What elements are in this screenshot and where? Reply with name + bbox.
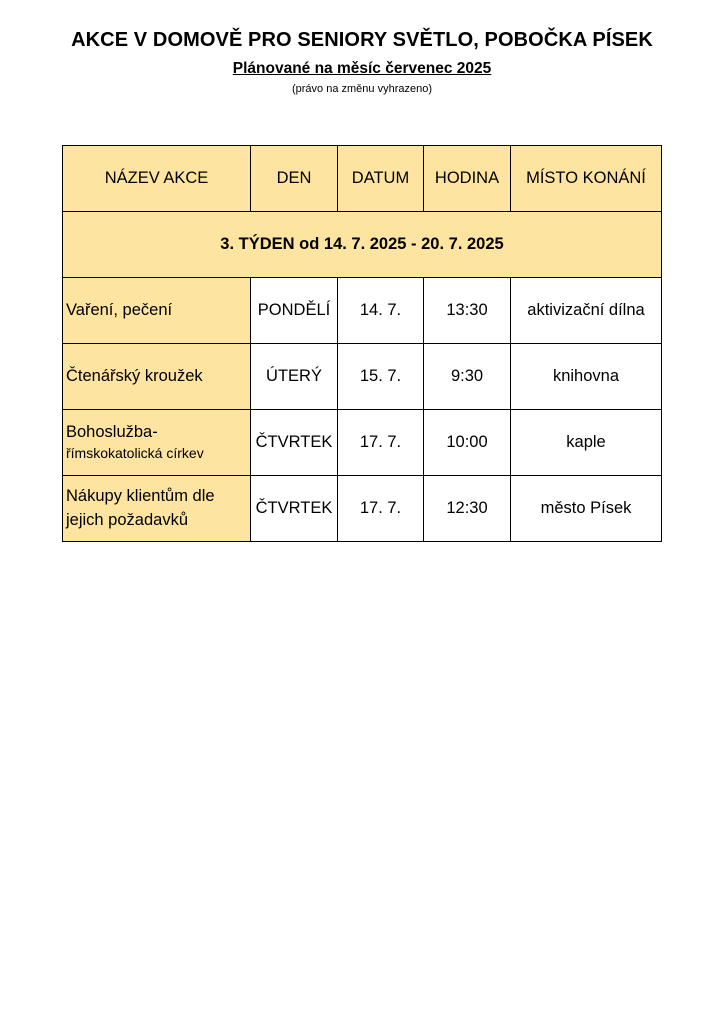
page-title: AKCE V DOMOVĚ PRO SENIORY SVĚTLO, POBOČKA PÍSEK	[71, 29, 653, 51]
change-note: (právo na změnu vyhrazeno)	[291, 83, 432, 95]
event-place: knihovna	[511, 344, 662, 410]
event-day: ÚTERÝ	[251, 344, 338, 410]
event-time: 13:30	[424, 278, 511, 344]
event-time: 9:30	[424, 344, 511, 410]
event-day: ČTVRTEK	[251, 476, 338, 542]
event-name: Vaření, pečení	[66, 300, 173, 319]
event-time: 12:30	[424, 476, 511, 542]
column-header-place: MÍSTO KONÁNÍ	[511, 146, 662, 212]
event-day: ČTVRTEK	[251, 410, 338, 476]
column-header-day: DEN	[251, 146, 338, 212]
event-name: Čtenářský kroužek	[66, 366, 203, 385]
event-name-line-2: jejich požadavků	[66, 510, 188, 529]
table-row	[63, 344, 662, 410]
event-name-cell	[63, 278, 251, 344]
column-header-time: HODINA	[424, 146, 511, 212]
event-date: 14. 7.	[338, 278, 424, 344]
event-name-line-1: Bohoslužba-	[66, 423, 158, 442]
event-place: kaple	[511, 410, 662, 476]
column-header-date: DATUM	[338, 146, 424, 212]
event-date: 17. 7.	[338, 476, 424, 542]
column-header-name: NÁZEV AKCE	[63, 146, 251, 212]
event-date: 17. 7.	[338, 410, 424, 476]
event-name-line-1: Nákupy klientům dle	[66, 487, 215, 506]
table-row	[63, 278, 662, 344]
table-row	[63, 476, 662, 542]
page-subtitle: Plánované na měsíc červenec 2025	[232, 60, 492, 77]
week-row	[63, 212, 662, 278]
event-name-cell	[63, 410, 251, 476]
schedule-table	[62, 145, 662, 542]
event-name-cell	[63, 344, 251, 410]
event-name-line-2: římskokatolická církev	[66, 445, 204, 462]
event-date: 15. 7.	[338, 344, 424, 410]
event-place: aktivizační dílna	[511, 278, 662, 344]
event-name-cell	[63, 476, 251, 542]
week-label: 3. TÝDEN od 14. 7. 2025 - 20. 7. 2025	[63, 212, 662, 278]
event-place: město Písek	[511, 476, 662, 542]
event-day: PONDĚLÍ	[251, 278, 338, 344]
table-row	[63, 410, 662, 476]
event-time: 10:00	[424, 410, 511, 476]
table-header-row	[63, 146, 662, 212]
